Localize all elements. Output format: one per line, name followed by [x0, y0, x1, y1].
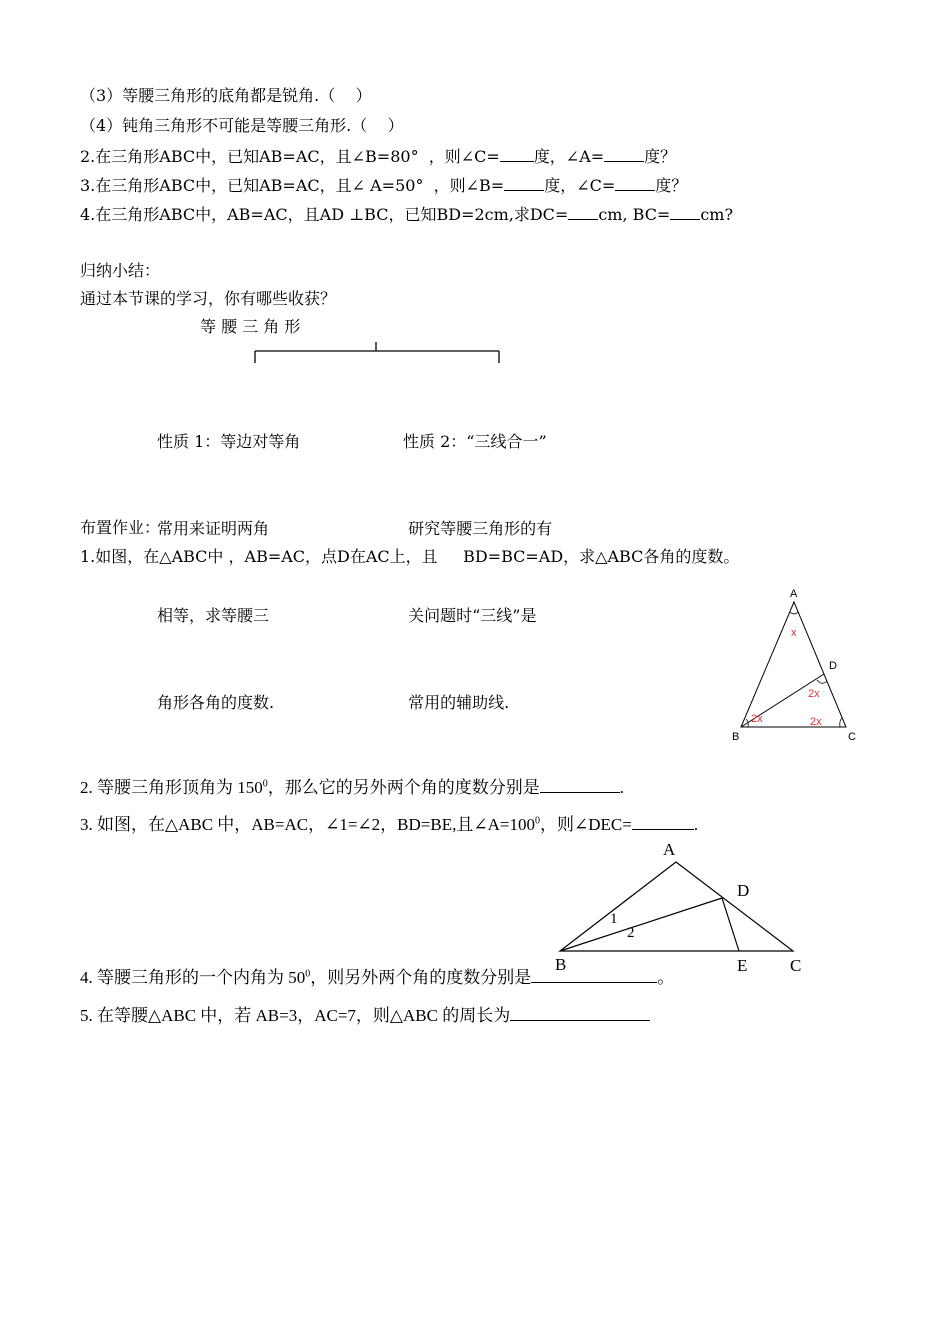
angle-mark-x: x — [791, 627, 797, 639]
homework-5-text: 5. 在等腰△ABC 中，若 AB=3，AC=7，则△ABC 的周长为 — [80, 1006, 511, 1025]
figure-2-triangle — [548, 850, 808, 970]
property-1-line: 性质 1：等边对等角 — [157, 432, 301, 451]
degree-mark: 0 — [305, 968, 311, 980]
homework-4-text: 。 — [657, 968, 675, 987]
tree-bracket — [0, 338, 950, 368]
answer-blank[interactable] — [632, 813, 694, 830]
homework-2-text: . — [619, 778, 624, 797]
homework-4-text: ，则另外两个角的度数分别是 — [310, 968, 532, 987]
angle-mark-2x: 2x — [751, 713, 763, 725]
point-label-a: A — [663, 840, 676, 859]
point-label-c: C — [848, 731, 856, 743]
property-1-line: 相等，求等腰三 — [157, 606, 270, 625]
homework-4 — [80, 966, 674, 988]
homework-1: 1.如图，在△ABC中 ，AB=AC，点D在AC上，且 BD=BC=AD，求△ABC各角的度数。 — [80, 547, 740, 566]
degree-mark: 0 — [534, 815, 540, 827]
question-4-text: cm, BC= — [598, 205, 671, 224]
question-4-text: 4.在三角形ABC中，AB=AC，且AD ⊥BC，已知BD=2cm,求DC= — [80, 205, 569, 224]
degree-mark: 0 — [262, 778, 268, 790]
angle-mark-2x: 2x — [810, 716, 822, 728]
summary-heading: 归纳小结： — [80, 261, 161, 280]
homework-2 — [80, 776, 624, 798]
point-label-e: E — [737, 956, 748, 975]
answer-blank[interactable] — [500, 145, 534, 162]
point-label-b: B — [732, 731, 740, 743]
answer-blank[interactable] — [510, 1004, 650, 1021]
point-label-d: D — [737, 881, 750, 900]
point-label-b: B — [555, 955, 567, 974]
homework-2-text: 2. 等腰三角形顶角为 150 — [80, 778, 263, 797]
point-label-a: A — [790, 588, 798, 600]
point-label-d: D — [829, 660, 837, 672]
property-1-line: 角形各角的度数. — [157, 693, 275, 712]
homework-3-text: 3. 如图，在△ABC 中，AB=AC，∠1=∠2，BD=BE,且∠A=100 — [80, 815, 535, 834]
homework-2-text: ，那么它的另外两个角的度数分别是 — [267, 778, 540, 797]
property-2-line: 性质 2：“三线合一” — [403, 432, 547, 451]
answer-blank[interactable] — [504, 174, 544, 191]
property-1-line: 常用来证明两角 — [157, 519, 270, 538]
homework-3 — [80, 813, 698, 835]
homework-5 — [80, 1004, 650, 1026]
question-3-text: 度？ — [655, 176, 688, 195]
answer-blank[interactable] — [540, 776, 620, 793]
answer-blank[interactable] — [568, 203, 598, 220]
homework-4-text: 4. 等腰三角形的一个内角为 50 — [80, 968, 306, 987]
question-4 — [80, 203, 733, 225]
question-2-text: 度，∠A= — [533, 147, 605, 166]
question-3 — [80, 174, 687, 196]
tree-title: 等 腰 三 角 形 — [200, 317, 301, 336]
question-3-text: 度，∠C= — [544, 176, 616, 195]
answer-blank[interactable] — [604, 145, 644, 162]
property-2-line: 研究等腰三角形的有 — [403, 519, 553, 538]
question-4-text: cm? — [700, 205, 734, 224]
exercise-4: （4）钝角三角形不可能是等腰三角形.（ ） — [80, 116, 404, 135]
homework-3-text: . — [693, 815, 699, 834]
summary-prompt: 通过本节课的学习，你有哪些收获？ — [80, 289, 337, 308]
question-2-text: 度？ — [644, 147, 677, 166]
answer-blank[interactable] — [531, 966, 657, 983]
angle-label-2: 2 — [627, 925, 635, 941]
exercise-3: （3）等腰三角形的底角都是锐角.（ ） — [80, 86, 372, 105]
question-2 — [80, 145, 676, 167]
property-2-line: 常用的辅助线. — [403, 693, 510, 712]
answer-blank[interactable] — [615, 174, 655, 191]
figure-1-triangle — [730, 590, 870, 750]
question-2-text: 2.在三角形ABC中，已知AB=AC，且∠B=80° ，则∠C= — [80, 147, 500, 166]
answer-blank[interactable] — [670, 203, 700, 220]
question-3-text: 3.在三角形ABC中，已知AB=AC，且∠ A=50° ，则∠B= — [80, 176, 505, 195]
homework-heading: 布置作业： — [80, 518, 161, 537]
angle-label-1: 1 — [610, 911, 618, 927]
homework-3-text: ，则∠DEC= — [539, 815, 632, 834]
property-2-line: 关问题时“三线”是 — [403, 606, 537, 625]
point-label-c: C — [790, 956, 802, 975]
angle-mark-2x: 2x — [808, 688, 820, 700]
